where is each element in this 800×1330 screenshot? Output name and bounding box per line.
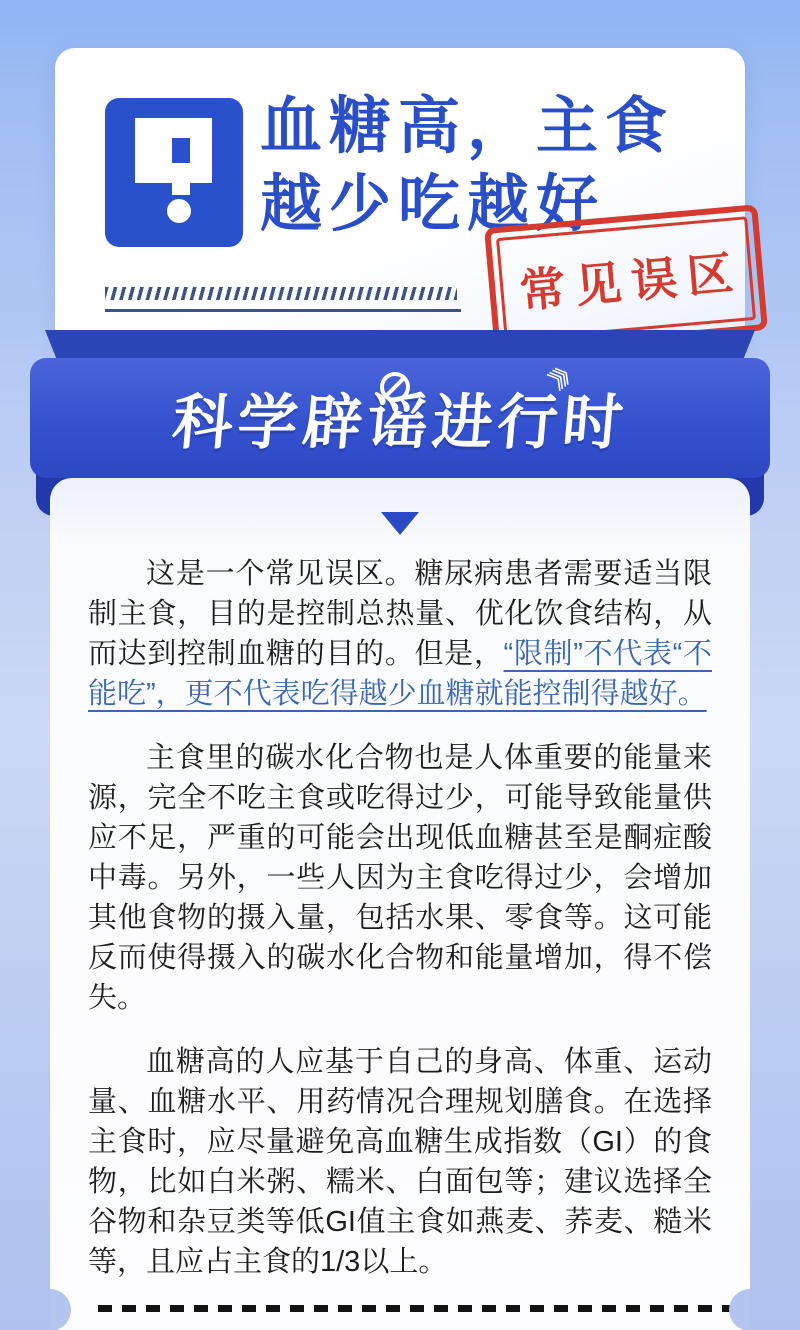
section-banner-label: 科学辟谣进行时	[169, 389, 631, 456]
title-underline-rule	[105, 309, 461, 312]
speed-marks-icon: 》》	[545, 358, 581, 394]
paragraph-2: 主食里的碳水化合物也是人体重要的能量来源，完全不吃主食或吃得过少，可能导致能量供应不足，严重的可能会出现低血糖甚至是酮症酸中毒。另外，一些人因为主食吃得过少，会增加其他食物的摄入量，包括水果、零食等。这可能反而使得摄入的碳水化合物和能量增加，得不偿失。	[88, 742, 712, 1014]
section-banner	[30, 358, 770, 478]
paragraph-1-highlight: “限制”不代表“不能吃”，更不代表吃得越少血糖就能控制得越好。	[88, 638, 712, 710]
page-title-line1: 血糖高，主食	[260, 92, 675, 161]
article-body	[88, 554, 712, 1282]
header-card	[55, 48, 745, 353]
prohibition-icon	[380, 372, 410, 402]
dashed-divider	[98, 1305, 740, 1312]
ticket-notch-right	[729, 1289, 750, 1330]
page-title-line2: 越少吃越好	[260, 170, 606, 239]
ticket-notch-left	[50, 1289, 71, 1330]
paragraph-3: 血糖高的人应基于自己的身高、体重、运动量、血糖水平、用药情况合理规划膳食。在选择主食时，应尽量避免高血糖生成指数（GI）的食物，比如白米粥、糯米、白面包等；建议选择全谷物和杂豆类等低GI值主食如燕麦、荞麦、糙米等，且应占主食的1/3以上。	[88, 1046, 712, 1278]
misconception-stamp-label: 常见误区	[496, 216, 756, 342]
hatch-divider	[105, 287, 457, 300]
article-sheet	[50, 478, 750, 1330]
question-mark-icon	[105, 98, 243, 247]
down-triangle-icon	[381, 512, 419, 535]
paragraph-1-plain: 这是一个常见误区。糖尿病患者需要适当限制主食，目的是控制总热量、优化饮食结构，从而达到控制血糖的目的。但是，	[88, 558, 712, 670]
paragraph-1	[88, 554, 712, 714]
